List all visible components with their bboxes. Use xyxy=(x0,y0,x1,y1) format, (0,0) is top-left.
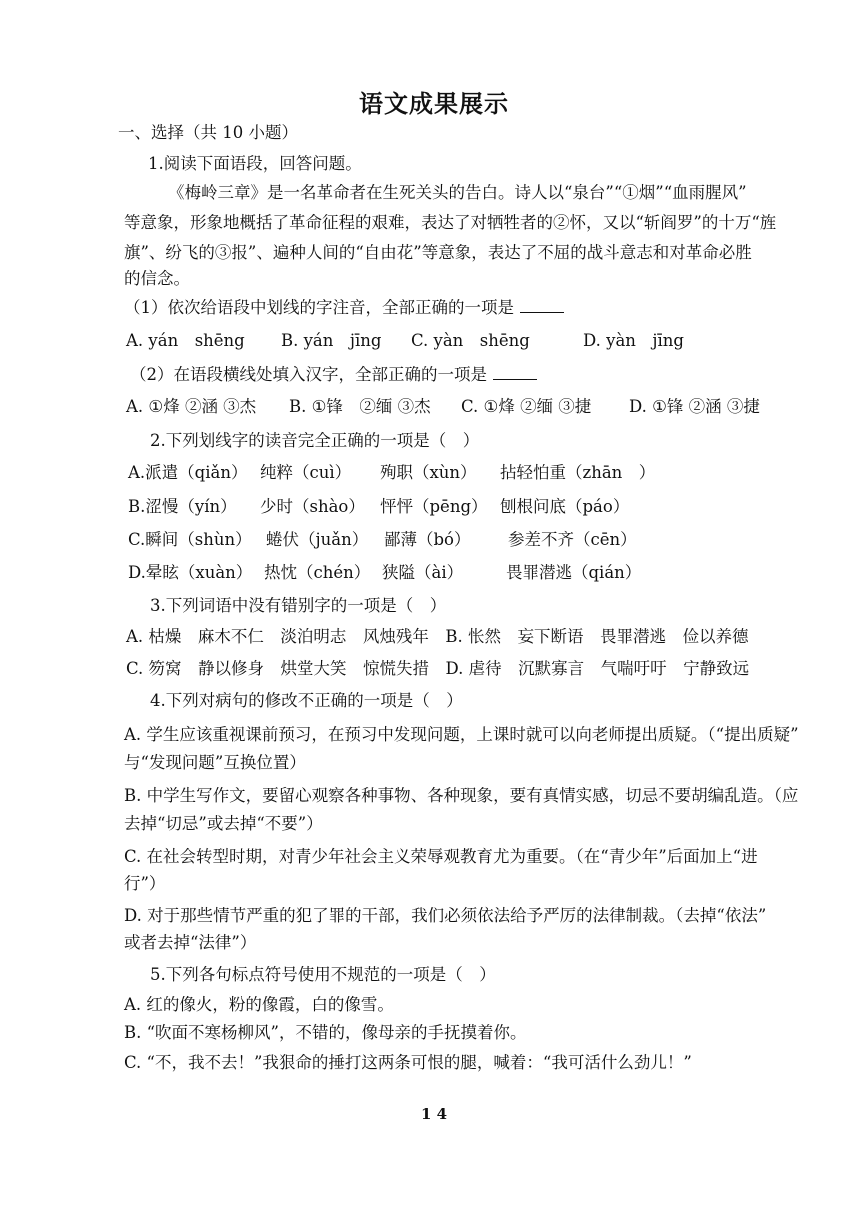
q3-options-line: C. 笏窝 静以修身 烘堂大笑 惊慌失措 D. 虐待 沉默寡言 气喘吁吁 宁静致远 xyxy=(126,659,750,678)
q5-line: B. “吹面不寒杨柳风”，不错的，像母亲的手抚摸着你。 xyxy=(124,1023,527,1042)
q2-cell: A.派遣（qiǎn） xyxy=(128,463,248,482)
q2-row xyxy=(128,462,655,484)
option-b: B. yán jīng xyxy=(281,331,382,350)
q1-stem: 1.阅读下面语段，回答问题。 xyxy=(148,154,362,173)
option-a: A. ①烽 ②涵 ③杰 xyxy=(126,397,257,416)
page-number: 1 4 xyxy=(420,1105,448,1123)
q4-line: 行”） xyxy=(124,874,166,893)
q1-sub1-text: （1）依次给语段中划线的字注音，全部正确的一项是 xyxy=(124,298,514,317)
option-c: C. yàn shēng xyxy=(411,331,530,350)
option-b: B. ①锋 ②缅 ③杰 xyxy=(289,397,431,416)
q2-row xyxy=(128,562,641,584)
q1-passage-line: 的信念。 xyxy=(124,269,190,288)
q4-line: 与“发现问题”互换位置） xyxy=(124,753,306,772)
q5-stem: 5.下列各句标点符号使用不规范的一项是（ ） xyxy=(150,965,496,984)
q2-row xyxy=(128,529,637,551)
answer-blank xyxy=(520,296,564,313)
q2-cell: 殉职（xùn） xyxy=(380,463,477,482)
section-heading: 一、选择（共 10 小题） xyxy=(118,123,298,142)
q2-row xyxy=(128,496,629,518)
answer-blank xyxy=(493,363,537,380)
q1-sub2 xyxy=(130,363,537,386)
q4-line: D. 对于那些情节严重的犯了罪的干部，我们必须依法给予严厉的法律制裁。（去掉“依法” xyxy=(124,906,767,925)
q4-line: C. 在社会转型时期，对青少年社会主义荣辱观教育尤为重要。（在“青少年”后面加上“进 xyxy=(124,847,758,866)
q2-stem: 2.下列划线字的读音完全正确的一项是（ ） xyxy=(150,431,480,450)
option-c: C. ①烽 ②缅 ③捷 xyxy=(461,397,592,416)
q2-cell: 参差不齐（cēn） xyxy=(508,530,637,549)
q1-sub2-text: （2）在语段横线处填入汉字，全部正确的一项是 xyxy=(130,365,487,384)
q2-cell: 蜷伏（juǎn） xyxy=(266,530,369,549)
q3-options-line: A. 枯燥 麻木不仁 淡泊明志 风烛残年 B. 怅然 妄下断语 畏罪潜逃 俭以养德 xyxy=(126,627,749,646)
q2-cell: 纯粹（cuì） xyxy=(260,463,352,482)
q1-sub1-options xyxy=(126,330,684,352)
q4-line: 或者去掉“法律”） xyxy=(124,933,257,952)
option-d: D. ①锋 ②涵 ③捷 xyxy=(629,397,760,416)
q2-cell: D.晕眩（xuàn） xyxy=(128,563,253,582)
q1-passage-line: 《梅岭三章》是一名革命者在生死关头的告白。诗人以“泉台”“①烟”“血雨腥风” xyxy=(168,183,747,202)
q2-cell: 少时（shào） xyxy=(260,497,365,516)
q4-stem: 4.下列对病句的修改不正确的一项是（ ） xyxy=(150,691,463,710)
q4-line: 去掉“切忌”或去掉“不要”） xyxy=(124,814,323,833)
q1-sub2-options xyxy=(126,396,760,418)
q2-cell: 刨根问底（páo） xyxy=(500,497,630,516)
option-d: D. yàn jīng xyxy=(583,331,684,350)
q5-line: A. 红的像火，粉的像霞，白的像雪。 xyxy=(124,995,394,1014)
q2-cell: C.瞬间（shùn） xyxy=(128,530,252,549)
q2-cell: 鄙薄（bó） xyxy=(384,530,471,549)
page-title: 语文成果展示 xyxy=(359,89,509,118)
q2-cell: 怦怦（pēng） xyxy=(380,497,488,516)
q2-cell: 热忱（chén） xyxy=(264,563,371,582)
q2-cell: 狭隘（ài） xyxy=(382,563,464,582)
q4-line: B. 中学生写作文，要留心观察各种事物、各种现象，要有真情实感，切忌不要胡编乱造。（应 xyxy=(124,786,799,805)
q2-cell: 畏罪潜逃（qián） xyxy=(506,563,642,582)
q2-cell: B.涩慢（yín） xyxy=(128,497,237,516)
q4-line: A. 学生应该重视课前预习，在预习中发现问题，上课时就可以向老师提出质疑。（“提出质疑” xyxy=(124,725,799,744)
q1-sub1 xyxy=(124,296,564,319)
q3-stem: 3.下列词语中没有错别字的一项是（ ） xyxy=(150,596,447,615)
q2-cell: 拈轻怕重（zhān ） xyxy=(500,463,656,482)
q1-passage-line: 等意象，形象地概括了革命征程的艰难，表达了对牺牲者的②怀，又以“斩阎罗”的十万“旌 xyxy=(124,213,777,232)
q1-passage-line: 旗”、纷飞的③报”、遍种人间的“自由花”等意象，表达了不屈的战斗意志和对革命必胜 xyxy=(124,243,752,262)
q5-line: C. “不，我不去！”我狠命的捶打这两条可恨的腿，喊着：“我可活什么劲儿！” xyxy=(124,1053,692,1072)
option-a: A. yán shēng xyxy=(126,331,245,350)
